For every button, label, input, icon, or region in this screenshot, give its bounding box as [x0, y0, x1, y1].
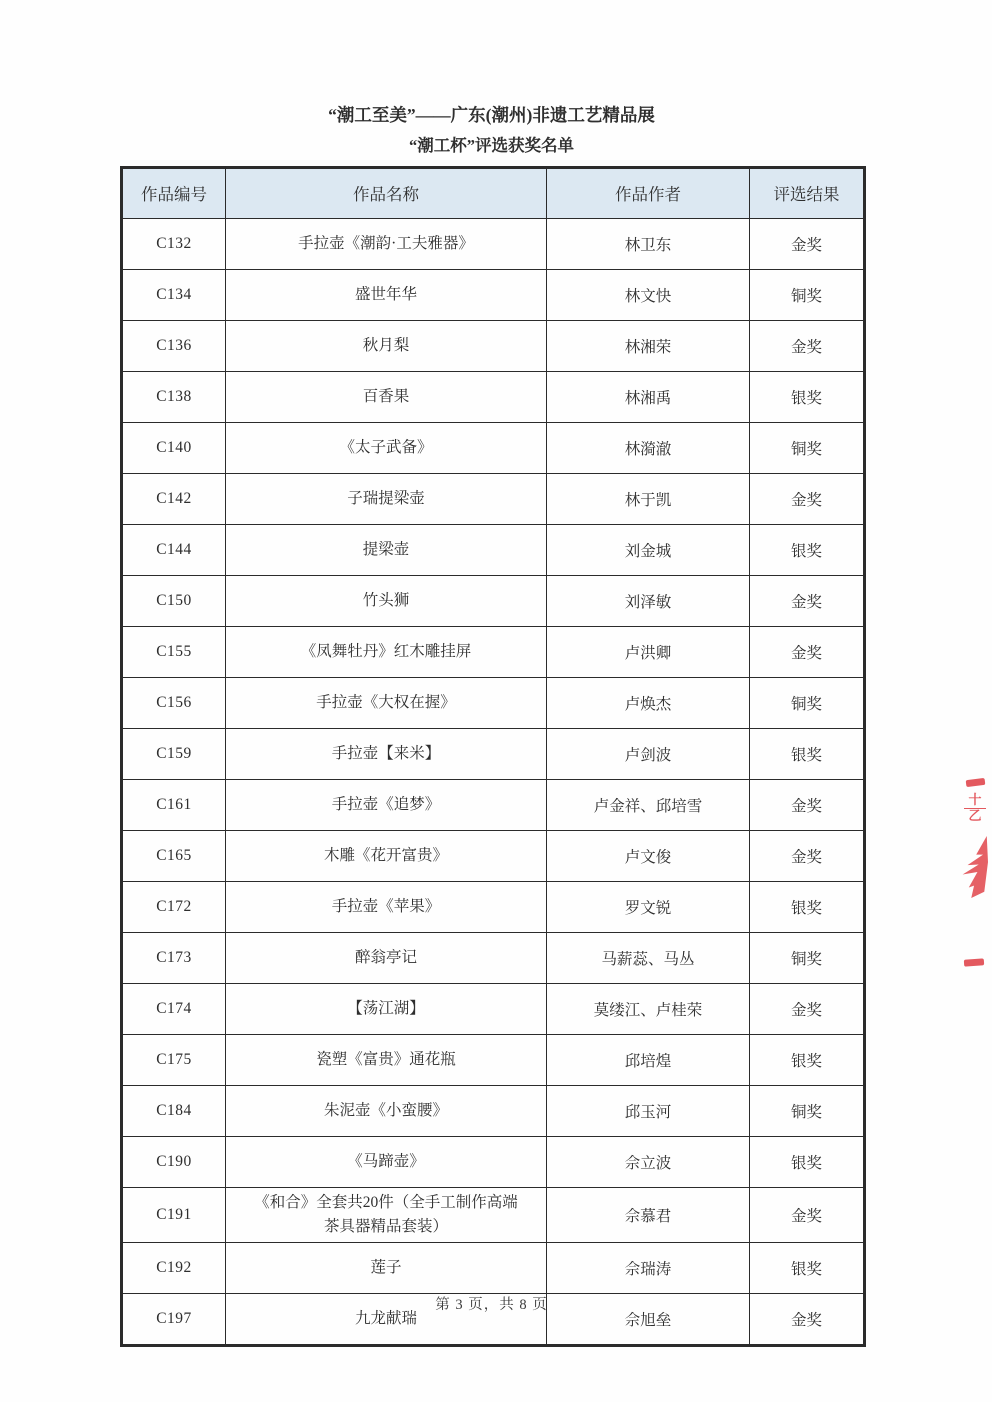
table-row [122, 779, 865, 830]
table-row [122, 524, 865, 575]
cell-author: 卢文俊 [547, 830, 750, 881]
cell-author: 卢焕杰 [547, 677, 750, 728]
cell-name: 手拉壶《苹果》 [226, 881, 547, 932]
cell-award: 银奖 [750, 1136, 865, 1187]
cell-author: 罗文锐 [547, 881, 750, 932]
cell-name: 《凤舞牡丹》红木雕挂屏 [226, 626, 547, 677]
cell-code: C192 [122, 1242, 226, 1293]
cell-code: C184 [122, 1085, 226, 1136]
cell-code: C144 [122, 524, 226, 575]
table-row [122, 575, 865, 626]
cell-code: C132 [122, 218, 226, 269]
table-row [122, 881, 865, 932]
cell-author: 林于凯 [547, 473, 750, 524]
cell-award: 金奖 [750, 779, 865, 830]
cell-award: 金奖 [750, 320, 865, 371]
cell-award: 铜奖 [750, 269, 865, 320]
cell-code: C173 [122, 932, 226, 983]
header-cell-name: 作品名称 [226, 167, 547, 218]
table-row [122, 473, 865, 524]
cell-name: 醉翁亭记 [226, 932, 547, 983]
cell-name: 朱泥壶《小蛮腰》 [226, 1085, 547, 1136]
cell-code: C172 [122, 881, 226, 932]
cell-name: 《和合》全套共20件（全手工制作高端茶具器精品套装） [226, 1187, 547, 1242]
cell-author: 刘金城 [547, 524, 750, 575]
cell-name: 《马蹄壶》 [226, 1136, 547, 1187]
table-row [122, 830, 865, 881]
cell-name: 盛世年华 [226, 269, 547, 320]
table-row [122, 728, 865, 779]
seal-glyph-top: 十 [964, 793, 986, 809]
cell-author: 林文快 [547, 269, 750, 320]
cell-author: 邱玉河 [547, 1085, 750, 1136]
cell-code: C150 [122, 575, 226, 626]
cell-name: 手拉壶《大权在握》 [226, 677, 547, 728]
cell-award: 铜奖 [750, 1085, 865, 1136]
seal-fragment-dash [964, 958, 984, 966]
document-body [120, 104, 863, 1347]
table-row [122, 983, 865, 1034]
cell-code: C140 [122, 422, 226, 473]
cell-award: 金奖 [750, 218, 865, 269]
cell-code: C161 [122, 779, 226, 830]
cell-award: 银奖 [750, 371, 865, 422]
cell-name: 子瑞提梁壶 [226, 473, 547, 524]
cell-name: 莲子 [226, 1242, 547, 1293]
awards-table-head [122, 167, 865, 218]
cell-name: 《太子武备》 [226, 422, 547, 473]
cell-name: 百香果 [226, 371, 547, 422]
cell-award: 铜奖 [750, 932, 865, 983]
cell-name: 手拉壶《追梦》 [226, 779, 547, 830]
cell-author: 卢剑波 [547, 728, 750, 779]
table-row [122, 677, 865, 728]
cell-name: 手拉壶【来米】 [226, 728, 547, 779]
cell-author: 林卫东 [547, 218, 750, 269]
table-row [122, 1187, 865, 1242]
cell-code: C156 [122, 677, 226, 728]
cell-name: 【荡江湖】 [226, 983, 547, 1034]
table-row [122, 269, 865, 320]
document-title: “潮工至美”——广东(潮州)非遗工艺精品展 [328, 105, 655, 125]
document-subtitle: “潮工杯”评选获奖名单 [409, 135, 574, 155]
table-row [122, 932, 865, 983]
table-row [122, 1136, 865, 1187]
cell-award: 银奖 [750, 1034, 865, 1085]
seal-glyph-bottom: 乙 [968, 807, 982, 823]
cell-author: 卢金祥、邱培雪 [547, 779, 750, 830]
cell-award: 铜奖 [750, 422, 865, 473]
cell-award: 银奖 [750, 728, 865, 779]
table-row [122, 1034, 865, 1085]
cell-name: 提梁壶 [226, 524, 547, 575]
cell-author: 莫缕江、卢桂荣 [547, 983, 750, 1034]
cell-name: 九龙献瑞 [226, 1293, 547, 1345]
awards-table [120, 166, 866, 1347]
cell-author: 卢洪卿 [547, 626, 750, 677]
cell-code: C134 [122, 269, 226, 320]
cell-award: 银奖 [750, 1242, 865, 1293]
page-number: 第 3 页，共 8 页 [435, 1297, 548, 1313]
cell-author: 邱培煌 [547, 1034, 750, 1085]
cell-author: 佘旭垒 [547, 1293, 750, 1345]
cell-code: C155 [122, 626, 226, 677]
cell-award: 银奖 [750, 881, 865, 932]
table-row [122, 218, 865, 269]
cell-award: 金奖 [750, 626, 865, 677]
cell-author: 佘慕君 [547, 1187, 750, 1242]
cell-award: 金奖 [750, 1293, 865, 1345]
seal-fragment-text [964, 793, 986, 824]
table-row [122, 371, 865, 422]
cell-code: C136 [122, 320, 226, 371]
cell-award: 银奖 [750, 524, 865, 575]
cell-code: C165 [122, 830, 226, 881]
cell-code: C197 [122, 1293, 226, 1345]
header-cell-author: 作品作者 [547, 167, 750, 218]
header-cell-code: 作品编号 [122, 167, 226, 218]
cell-author: 马薪蕊、马丛 [547, 932, 750, 983]
cell-author: 林湘荣 [547, 320, 750, 371]
cell-author: 佘立波 [547, 1136, 750, 1187]
header-row [122, 167, 865, 218]
cell-award: 金奖 [750, 473, 865, 524]
cell-name: 木雕《花开富贵》 [226, 830, 547, 881]
cell-author: 林漪澈 [547, 422, 750, 473]
cell-award: 金奖 [750, 983, 865, 1034]
cell-author: 刘泽敏 [547, 575, 750, 626]
cell-code: C191 [122, 1187, 226, 1242]
table-row [122, 320, 865, 371]
header-cell-award: 评选结果 [750, 167, 865, 218]
seal-fragment-blob [957, 836, 988, 898]
cell-author: 林湘禹 [547, 371, 750, 422]
cell-name: 瓷塑《富贵》通花瓶 [226, 1034, 547, 1085]
cell-author: 佘瑞涛 [547, 1242, 750, 1293]
cell-code: C138 [122, 371, 226, 422]
table-row [122, 1242, 865, 1293]
cell-code: C142 [122, 473, 226, 524]
table-row [122, 626, 865, 677]
cell-code: C175 [122, 1034, 226, 1085]
awards-table-body [122, 218, 865, 1345]
seal-fragment-bar-top [966, 778, 986, 787]
cell-code: C190 [122, 1136, 226, 1187]
cell-award: 铜奖 [750, 677, 865, 728]
table-row [122, 422, 865, 473]
cell-name: 竹头狮 [226, 575, 547, 626]
cell-code: C159 [122, 728, 226, 779]
table-row [122, 1085, 865, 1136]
cell-award: 金奖 [750, 1187, 865, 1242]
cell-award: 金奖 [750, 575, 865, 626]
cell-name: 秋月梨 [226, 320, 547, 371]
cell-code: C174 [122, 983, 226, 1034]
cell-name: 手拉壶《潮韵·工夫雅器》 [226, 218, 547, 269]
cell-award: 金奖 [750, 830, 865, 881]
